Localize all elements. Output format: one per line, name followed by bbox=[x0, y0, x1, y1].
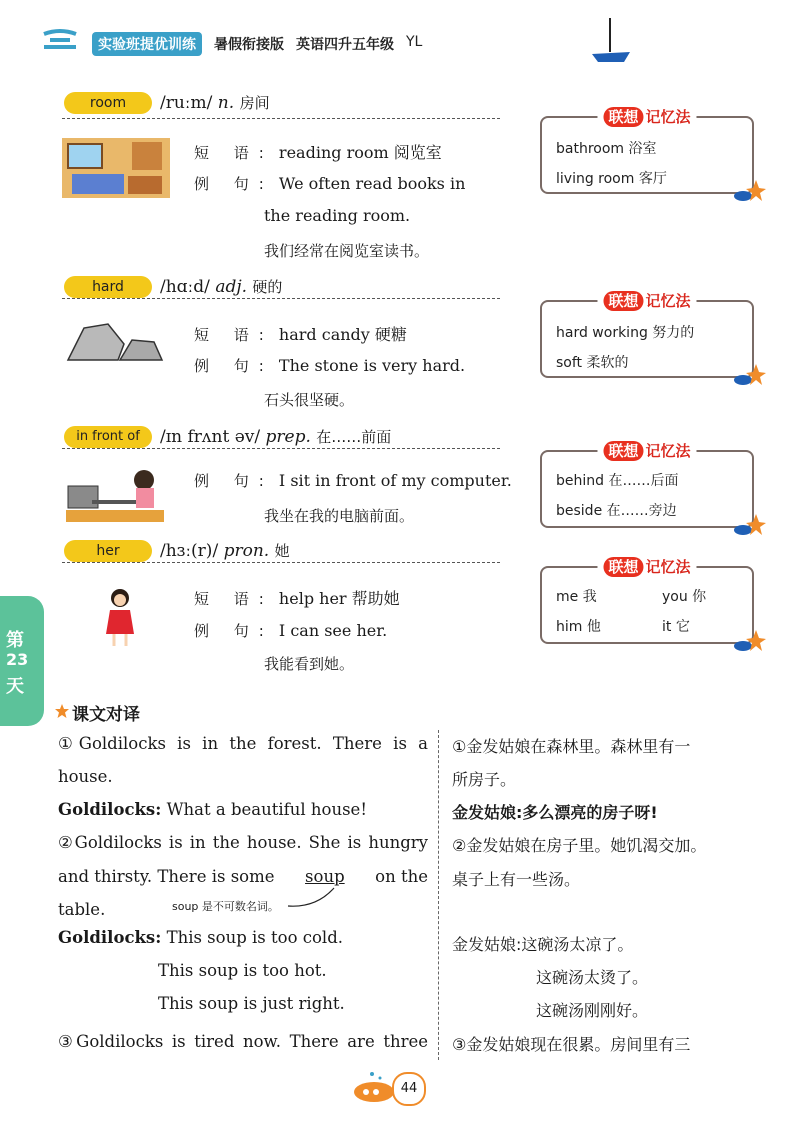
page-number: 44 bbox=[392, 1072, 426, 1106]
star-icon bbox=[54, 703, 70, 719]
computer-illustration bbox=[66, 466, 164, 524]
word-entry-in-front-of bbox=[160, 426, 391, 447]
day-side-tab bbox=[0, 596, 44, 726]
memory-box-her bbox=[540, 558, 754, 644]
girl-illustration bbox=[100, 586, 140, 648]
phrase-text: reading room 阅览室 bbox=[278, 143, 442, 162]
word-label-room: room bbox=[64, 92, 152, 114]
example-translation: 我们经常在阅览室读书。 bbox=[264, 242, 430, 260]
example-translation: 石头很坚硬。 bbox=[264, 391, 355, 409]
grammar-note: soup 是不可数名词。 bbox=[172, 900, 279, 913]
note-pointer-line bbox=[286, 886, 346, 910]
memory-item: you 你 bbox=[662, 589, 707, 605]
publisher-logo-icon bbox=[40, 26, 80, 52]
divider bbox=[62, 298, 500, 299]
memory-box-room bbox=[540, 108, 754, 194]
phrase-text: help her 帮助她 bbox=[278, 589, 400, 608]
phrase-label: 短 语: bbox=[194, 144, 274, 162]
example-label: 例 句: bbox=[194, 622, 274, 640]
example-line: I sit in front of my computer. bbox=[278, 471, 512, 490]
example-translation: 我坐在我的电脑前面。 bbox=[264, 507, 415, 525]
dialogue-text: This soup is too hot. bbox=[158, 961, 327, 980]
word-label-in-front-of: in front of bbox=[64, 426, 152, 448]
meaning: 在……前面 bbox=[316, 428, 392, 446]
series-code: YL bbox=[406, 34, 423, 50]
word-entry-her bbox=[160, 540, 290, 561]
english-line-with-keyword bbox=[58, 867, 428, 886]
memory-item: beside 在……旁边 bbox=[556, 503, 677, 519]
example-row bbox=[194, 173, 465, 194]
part-of-speech: adj. bbox=[215, 277, 248, 297]
english-line: table. bbox=[58, 900, 106, 919]
speaker: Goldilocks: bbox=[58, 800, 162, 819]
memory-title: 联想 记忆法 bbox=[597, 290, 696, 311]
example-line: I can see her. bbox=[278, 621, 388, 640]
memory-item: bathroom 浴室 bbox=[556, 141, 657, 157]
day-tab-char: 天 bbox=[6, 676, 24, 697]
chinese-line: 所房子。 bbox=[452, 770, 517, 789]
phrase-row bbox=[194, 322, 407, 345]
brand-title: 实验班提优训练 bbox=[92, 32, 202, 56]
dialogue-text: This soup is too cold. bbox=[166, 928, 344, 947]
memory-title: 联想 记忆法 bbox=[597, 106, 696, 127]
day-tab-number: 23 bbox=[6, 650, 29, 669]
example-row bbox=[194, 620, 387, 641]
dialogue-text: This soup is just right. bbox=[158, 994, 345, 1013]
example-label: 例 句: bbox=[194, 472, 274, 490]
english-line: ②Goldilocks is in the house. She is hungry bbox=[58, 833, 428, 852]
starfish-icon bbox=[732, 178, 766, 202]
dialogue-text: What a beautiful house! bbox=[166, 800, 367, 819]
speaker: Goldilocks: bbox=[58, 928, 162, 947]
example-translation: 我能看到她。 bbox=[264, 655, 355, 673]
memory-item: hard working 努力的 bbox=[556, 325, 695, 341]
english-text: on the bbox=[375, 867, 428, 886]
english-dialogue bbox=[58, 800, 367, 819]
word-entry-room bbox=[160, 92, 270, 113]
part-of-speech: prep. bbox=[265, 427, 311, 447]
chinese-line: 金发姑娘:多么漂亮的房子呀! bbox=[452, 803, 658, 822]
chinese-line: ③金发姑娘现在很累。房间里有三 bbox=[452, 1035, 691, 1054]
memory-item: living room 客厅 bbox=[556, 171, 667, 187]
english-dialogue bbox=[58, 928, 343, 947]
memory-title: 联想 记忆法 bbox=[597, 556, 696, 577]
divider bbox=[62, 448, 500, 449]
chinese-line: 这碗汤太烫了。 bbox=[536, 968, 649, 987]
example-row bbox=[194, 355, 465, 376]
example-line: The stone is very hard. bbox=[278, 356, 466, 375]
word-label-hard: hard bbox=[64, 276, 152, 298]
example-line: the reading room. bbox=[264, 206, 411, 225]
starfish-icon bbox=[732, 512, 766, 536]
english-line: ①Goldilocks is in the forest. There is a bbox=[58, 734, 428, 753]
phonetic: /ɪn frʌnt əv/ bbox=[160, 427, 261, 447]
phrase-label: 短 语: bbox=[194, 326, 274, 344]
divider bbox=[62, 562, 500, 563]
example-row bbox=[194, 470, 512, 491]
word-label-her: her bbox=[64, 540, 152, 562]
memory-item: him 他 bbox=[556, 619, 601, 635]
meaning: 硬的 bbox=[252, 278, 283, 296]
edition-label: 暑假衔接版 bbox=[214, 37, 284, 53]
memory-title: 联想 记忆法 bbox=[597, 440, 696, 461]
part-of-speech: n. bbox=[217, 93, 235, 113]
starfish-icon bbox=[732, 628, 766, 652]
word-entry-hard bbox=[160, 276, 282, 297]
section-title: 课文对译 bbox=[72, 705, 140, 725]
memory-item: it 它 bbox=[662, 619, 690, 635]
room-illustration bbox=[62, 138, 170, 198]
memory-item: soft 柔软的 bbox=[556, 355, 629, 371]
phonetic: /hɑːd/ bbox=[160, 277, 210, 297]
english-line: house. bbox=[58, 767, 113, 786]
phonetic: /hɜː(r)/ bbox=[160, 541, 219, 561]
phrase-row bbox=[194, 586, 400, 609]
divider bbox=[62, 118, 500, 119]
column-divider bbox=[438, 730, 439, 1060]
chinese-line: ①金发姑娘在森林里。森林里有一 bbox=[452, 737, 691, 756]
english-line: ③Goldilocks is tired now. There are three bbox=[58, 1032, 428, 1051]
phonetic: /ruːm/ bbox=[160, 93, 213, 113]
stone-illustration bbox=[64, 318, 166, 364]
memory-item: me 我 bbox=[556, 589, 597, 605]
keyword-soup: soup bbox=[305, 867, 345, 886]
english-text: and thirsty. There is some bbox=[58, 867, 275, 886]
memory-box-hard bbox=[540, 292, 754, 378]
starfish-icon bbox=[732, 362, 766, 386]
meaning: 房间 bbox=[239, 94, 270, 112]
phrase-row bbox=[194, 140, 442, 163]
example-line: We often read books in bbox=[278, 174, 466, 193]
chinese-line: 这碗汤刚刚好。 bbox=[536, 1001, 649, 1020]
memory-box-in-front-of bbox=[540, 442, 754, 528]
part-of-speech: pron. bbox=[223, 541, 270, 561]
chinese-line: 桌子上有一些汤。 bbox=[452, 870, 581, 889]
day-tab-char: 第 bbox=[6, 630, 24, 651]
phrase-text: hard candy 硬糖 bbox=[278, 325, 407, 344]
course-label: 英语四升五年级 bbox=[296, 37, 394, 53]
phrase-label: 短 语: bbox=[194, 590, 274, 608]
memory-item: behind 在……后面 bbox=[556, 473, 679, 489]
sailboat-icon bbox=[588, 16, 634, 66]
chinese-line: 金发姑娘:这碗汤太凉了。 bbox=[452, 935, 634, 954]
example-label: 例 句: bbox=[194, 175, 274, 193]
example-label: 例 句: bbox=[194, 357, 274, 375]
meaning: 她 bbox=[274, 542, 290, 560]
chinese-line: ②金发姑娘在房子里。她饥渴交加。 bbox=[452, 836, 707, 855]
